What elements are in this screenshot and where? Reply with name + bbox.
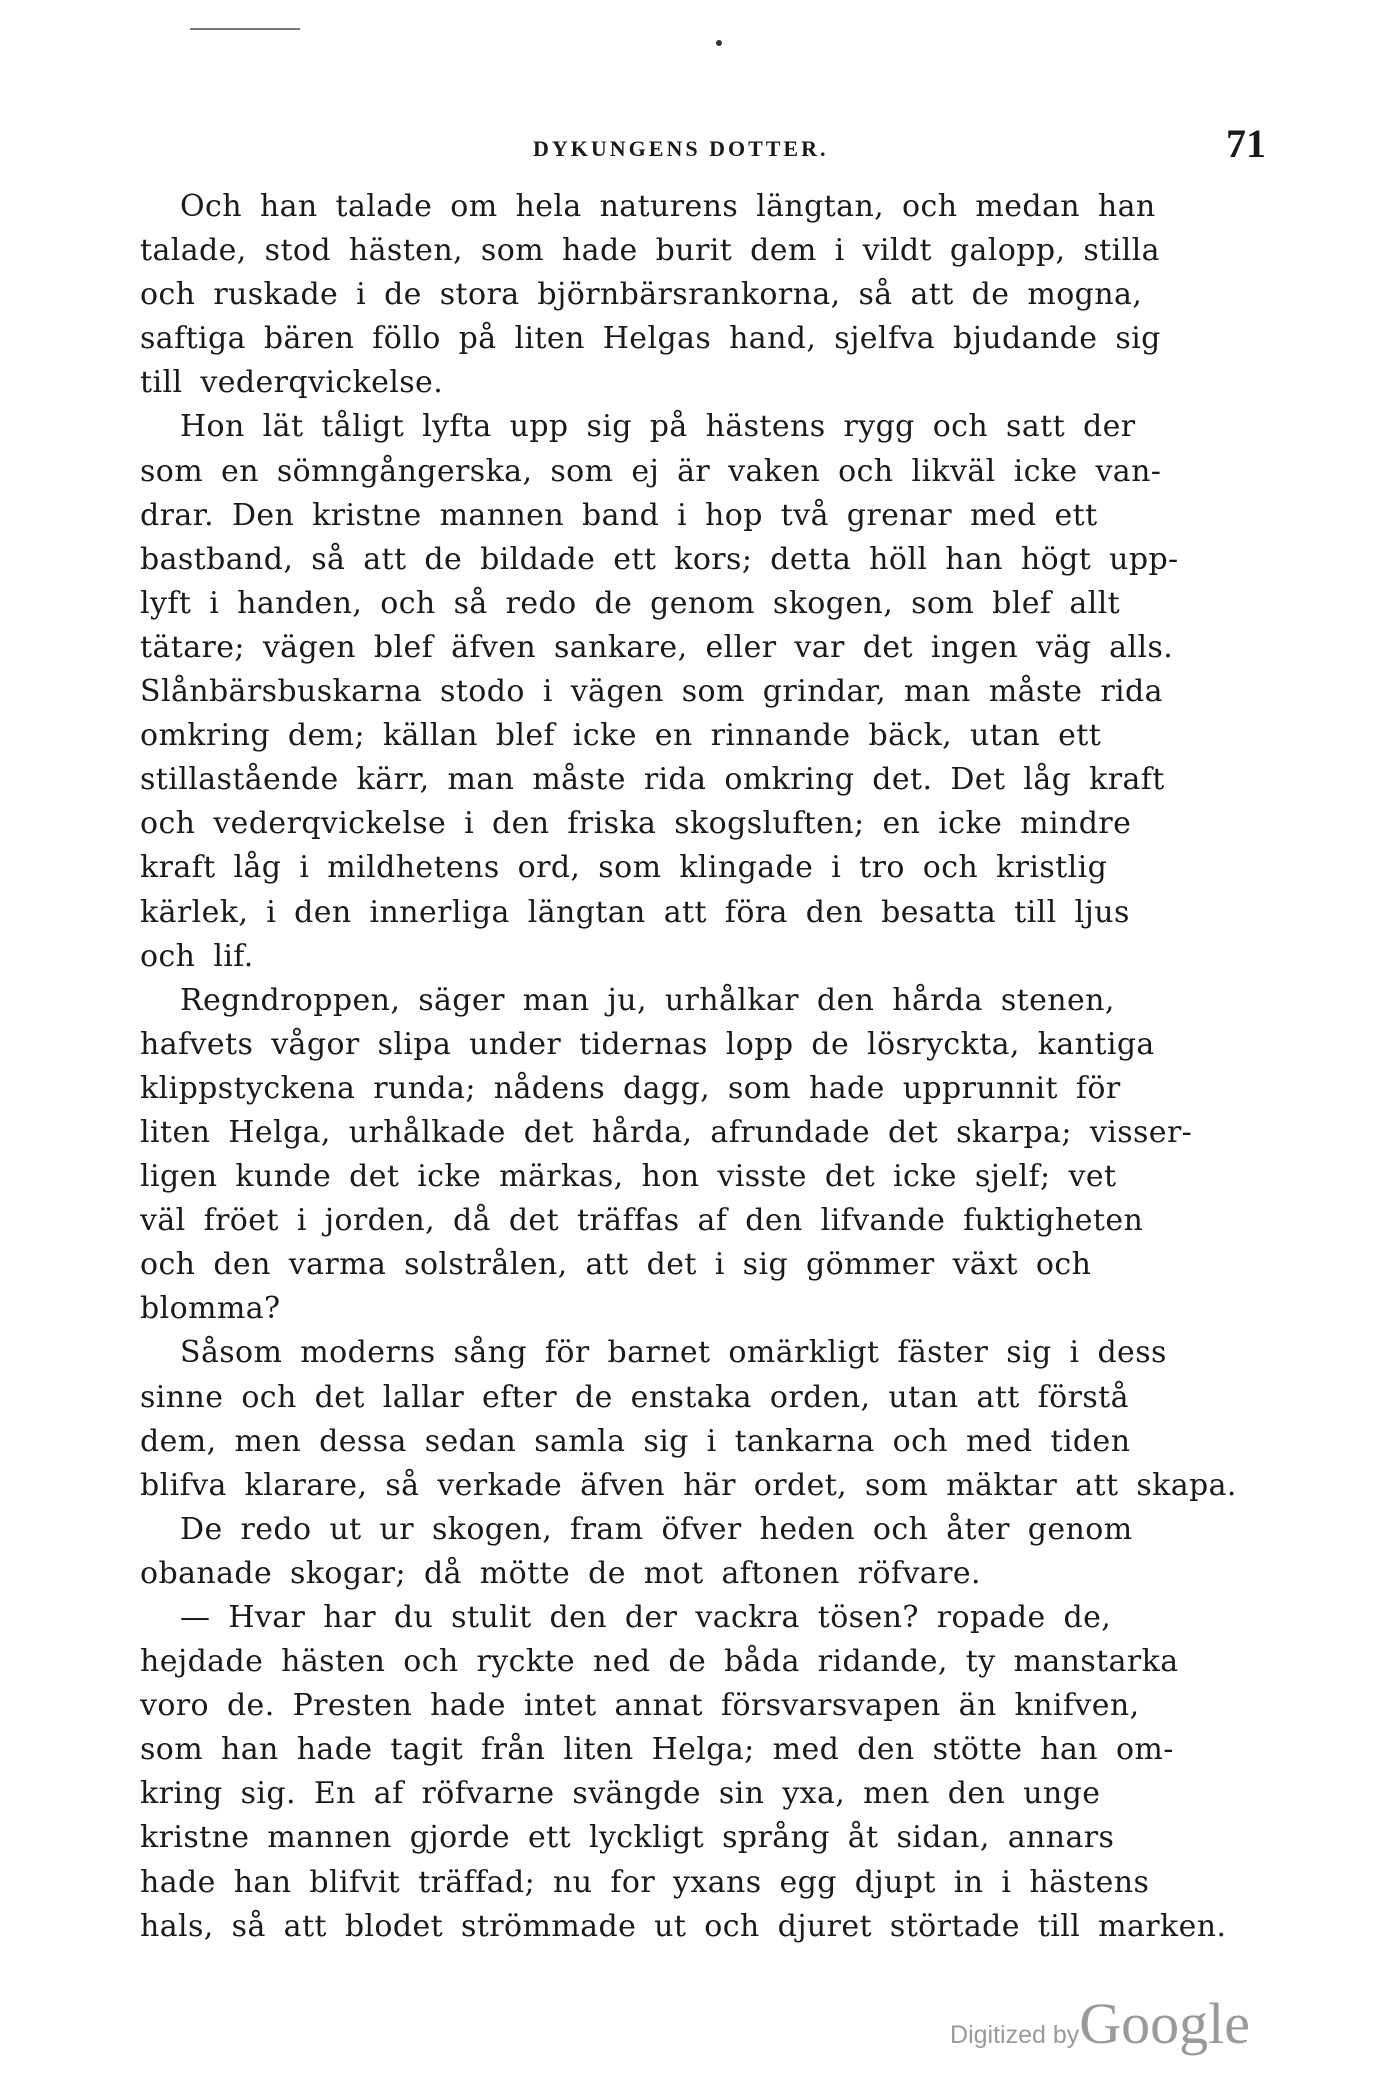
text-line: omkring dem; källan blef icke en rinnande bäck, utan ett <box>140 718 1102 754</box>
text-line: stillastående kärr, man måste rida omkring det. Det låg kraft <box>140 762 1165 798</box>
text-line: klippstyckena runda; nådens dagg, som hade upprunnit för <box>140 1070 1121 1106</box>
text-line: Hon lät tåligt lyfta upp sig på hästens rygg och satt der <box>180 409 1136 445</box>
watermark-brand: Google <box>1079 1991 1250 2056</box>
text-line: Och han talade om hela naturens längtan, och medan han <box>180 189 1156 224</box>
text-line: lyft i handen, och så redo de genom skogen, som blef allt <box>140 585 1121 621</box>
text-line: och ruskade i de stora björnbärsrankorna, så att de mogna, <box>140 277 1143 313</box>
text-line: saftiga bären föllo på liten Helgas hand, sjelfva bjudande sig <box>140 321 1161 357</box>
text-line: drar. Den kristne mannen band i hop två grenar med ett <box>140 497 1098 533</box>
text-line: hals, så att blodet strömmade ut och djuret störtade till marken. <box>140 1908 1227 1944</box>
text-line: tätare; vägen blef äfven sankare, eller var det ingen väg alls. <box>140 629 1174 665</box>
text-line: blifva klarare, så verkade äfven här ordet, som mäktar att skapa. <box>140 1467 1237 1503</box>
text-line: blomma? <box>140 1291 281 1327</box>
text-line: som en sömngångerska, som ej är vaken och likväl icke van- <box>140 453 1162 489</box>
top-rule <box>190 28 300 30</box>
text-line: som han hade tagit från liten Helga; med den stötte han om- <box>140 1732 1174 1768</box>
text-line: hafvets vågor slipa under tidernas lopp de lösryckta, kantiga <box>140 1026 1155 1062</box>
text-line: obanade skogar; då mötte de mot aftonen röfvare. <box>140 1555 981 1591</box>
page-number: 71 <box>1226 121 1266 166</box>
page-header <box>140 120 1266 174</box>
running-title: DYKUNGENS DOTTER. <box>533 136 829 161</box>
watermark-prefix: Digitized by <box>950 2021 1080 2049</box>
digitized-by-watermark <box>950 1990 1250 2057</box>
text-line: till vederqvickelse. <box>140 365 444 401</box>
ink-dot <box>716 40 722 46</box>
text-line: kristne mannen gjorde ett lyckligt språng åt sidan, annars <box>140 1820 1115 1856</box>
text-line: talade, stod hästen, som hade burit dem i vildt galopp, stilla <box>140 233 1160 269</box>
text-line: och lif. <box>140 938 254 974</box>
text-line: kärlek, i den innerliga längtan att föra den besatta till ljus <box>140 894 1130 930</box>
text-line: voro de. Presten hade intet annat försvarsvapen än knifven, <box>140 1688 1140 1724</box>
text-line: hade han blifvit träffad; nu for yxans egg djupt in i hästens <box>140 1864 1150 1900</box>
text-line: hejdade hästen och ryckte ned de båda ridande, ty manstarka <box>140 1644 1179 1680</box>
text-line: och den varma solstrålen, att det i sig gömmer växt och <box>140 1247 1092 1283</box>
text-line: Slånbärsbuskarna stodo i vägen som grindar, man måste rida <box>140 674 1163 710</box>
text-line: bastband, så att de bildade ett kors; detta höll han högt upp- <box>140 541 1179 577</box>
text-line: sinne och det lallar efter de enstaka orden, utan att förstå <box>140 1379 1129 1415</box>
text-line: De redo ut ur skogen, fram öfver heden och åter genom <box>180 1511 1133 1547</box>
text-line: Såsom moderns sång för barnet omärkligt fäster sig i dess <box>180 1335 1167 1371</box>
text-line: dem, men dessa sedan samla sig i tankarna och med tiden <box>140 1423 1131 1459</box>
text-line: ligen kunde det icke märkas, hon visste det icke sjelf; vet <box>140 1159 1117 1195</box>
text-line: — Hvar har du stulit den der vackra tösen? ropade de, <box>180 1600 1112 1635</box>
text-line: kraft låg i mildhetens ord, som klingade i tro och kristlig <box>140 850 1108 886</box>
text-line: Regndroppen, säger man ju, urhålkar den hårda stenen, <box>180 982 1115 1018</box>
text-line: och vederqvickelse i den friska skogsluften; en icke mindre <box>140 806 1132 842</box>
text-line: liten Helga, urhålkade det hårda, afrundade det skarpa; visser- <box>140 1114 1193 1150</box>
body-text <box>140 185 1300 1949</box>
text-line: kring sig. En af röfvarne svängde sin yxa, men den unge <box>140 1776 1101 1812</box>
text-line: väl fröet i jorden, då det träffas af den lifvande fuktigheten <box>140 1203 1144 1239</box>
